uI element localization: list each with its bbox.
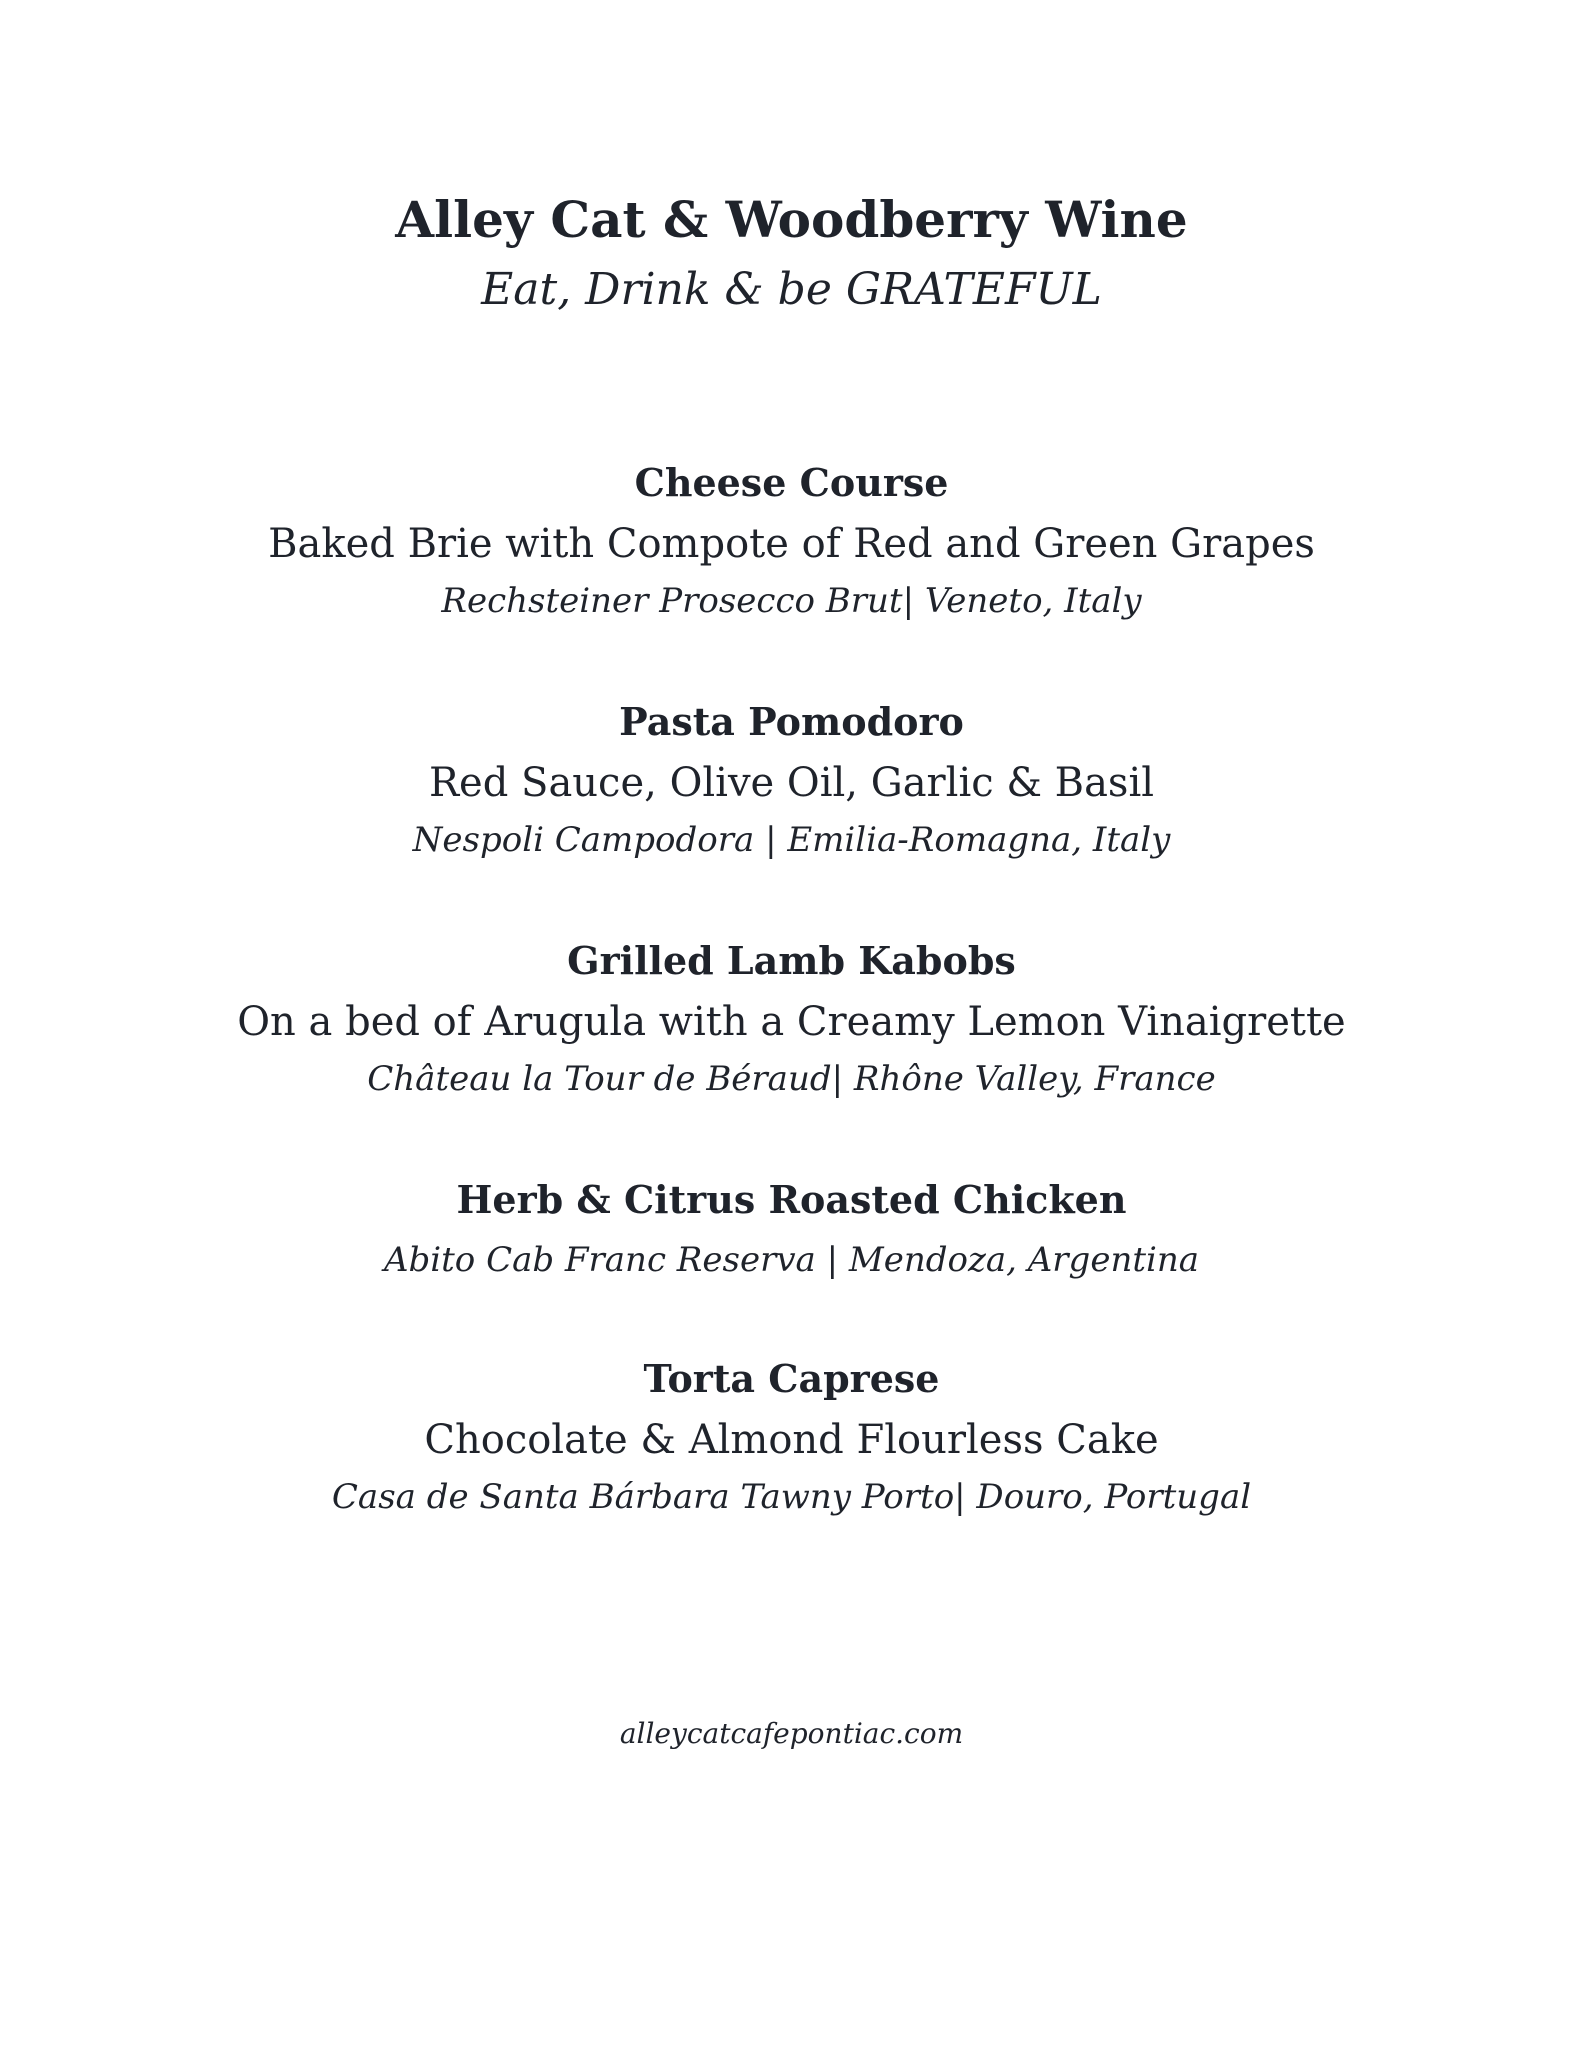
course-cheese	[0, 458, 1583, 624]
course-pasta	[0, 697, 1583, 863]
course-name: Grilled Lamb Kabobs	[567, 938, 1016, 983]
course-wine-pairing: Casa de Santa Bárbara Tawny Porto| Douro, Portugal	[331, 1477, 1252, 1517]
course-chicken	[0, 1175, 1583, 1283]
course-name: Herb & Citrus Roasted Chicken	[456, 1177, 1127, 1222]
course-name: Cheese Course	[634, 460, 949, 505]
course-wine-pairing: Rechsteiner Prosecco Brut| Veneto, Italy	[441, 581, 1142, 621]
course-name: Pasta Pomodoro	[619, 699, 964, 744]
course-name: Torta Caprese	[643, 1356, 940, 1401]
course-wine-pairing: Nespoli Campodora | Emilia-Romagna, Italy	[412, 820, 1171, 860]
website-link[interactable]: alleycatcafepontiac.com	[619, 1717, 964, 1750]
course-wine-pairing: Abito Cab Franc Reserva | Mendoza, Argentina	[383, 1240, 1200, 1280]
course-dessert	[0, 1354, 1583, 1520]
course-description: Chocolate & Almond Flourless Cake	[424, 1417, 1159, 1463]
course-description: On a bed of Arugula with a Creamy Lemon Vinaigrette	[237, 999, 1346, 1045]
menu-title: Alley Cat & Woodberry Wine	[395, 190, 1188, 249]
course-description: Red Sauce, Olive Oil, Garlic & Basil	[428, 760, 1155, 806]
menu-tagline: Eat, Drink & be GRATEFUL	[481, 264, 1102, 315]
course-wine-pairing: Château la Tour de Béraud| Rhône Valley, France	[367, 1059, 1216, 1099]
course-description: Baked Brie with Compote of Red and Green Grapes	[268, 521, 1315, 567]
course-lamb	[0, 936, 1583, 1102]
